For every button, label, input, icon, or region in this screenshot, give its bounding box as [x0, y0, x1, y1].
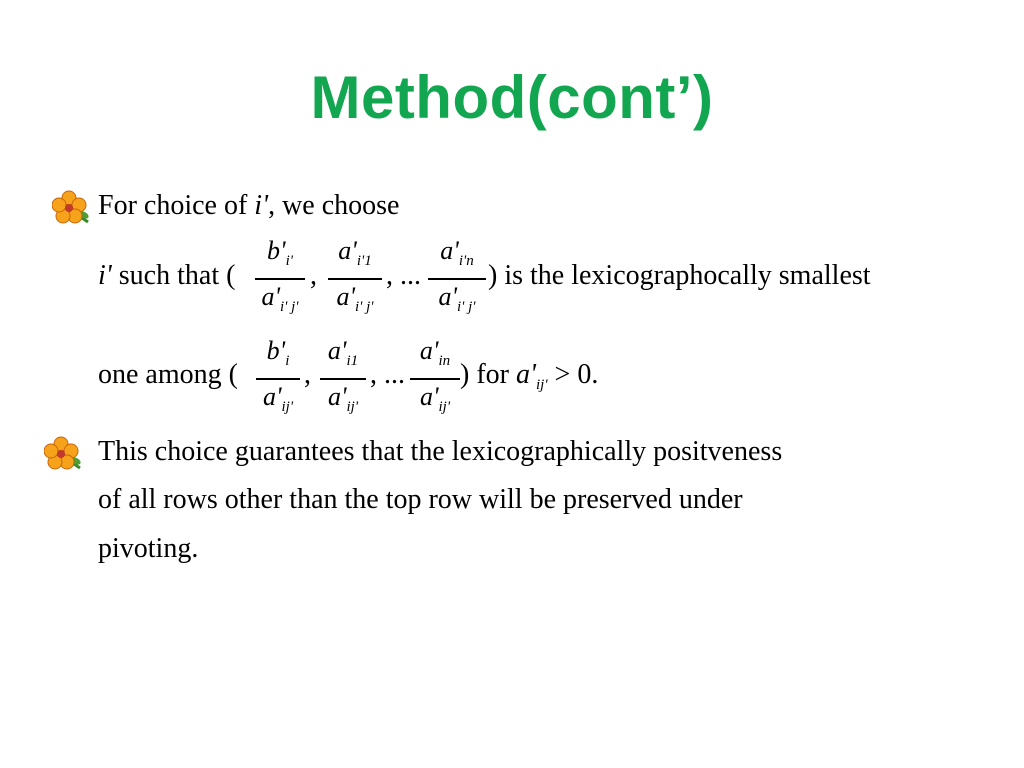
bullet2-line3: pivoting.: [98, 533, 199, 564]
text: > 0.: [547, 359, 599, 390]
fraction-bi-over-a: [256, 336, 300, 422]
subscript: i'1: [356, 253, 372, 269]
denominator: a': [262, 381, 282, 411]
subscript: in: [438, 353, 451, 369]
subscript: i' j': [280, 298, 299, 315]
numerator: b': [266, 336, 286, 365]
subscript: ij': [438, 398, 451, 415]
comma: ,: [310, 260, 317, 291]
flower-bullet-icon: [44, 436, 84, 472]
slide-title: Method(cont’): [310, 64, 714, 131]
flower-bullet-icon: [52, 190, 92, 226]
subscript: ij': [535, 377, 548, 393]
ellipsis: , ...: [386, 260, 421, 291]
numerator: a': [419, 336, 439, 365]
denominator: a': [419, 381, 439, 411]
subscript: i' j': [355, 298, 374, 315]
subscript: i': [285, 253, 293, 269]
var-i-prime: i': [98, 260, 112, 291]
bullet2-line1: This choice guarantees that the lexicographically positveness: [98, 436, 783, 467]
bullet1-line2-start: [98, 260, 235, 292]
bullet1-line1: [98, 190, 399, 222]
subscript: ij': [281, 398, 294, 415]
denominator: a': [336, 281, 356, 311]
numerator: b': [267, 236, 286, 265]
bullet1-line2-end: ) is the lexicographocally smallest: [488, 260, 871, 291]
text: such that (: [111, 260, 236, 291]
fraction-an-over-a: [428, 236, 486, 322]
comma: ,: [304, 359, 311, 390]
denominator: a': [438, 281, 458, 311]
fraction-a1-over-a: [328, 236, 382, 322]
fraction-ai1-over-a: [320, 336, 366, 422]
bullet1-line3-start: one among (: [98, 359, 238, 390]
var-a-prime: a': [515, 359, 536, 390]
denominator: a': [261, 281, 281, 311]
numerator: a': [440, 236, 459, 265]
subscript: i: [285, 353, 290, 369]
subscript: i'n: [458, 253, 474, 269]
subscript: i1: [346, 353, 359, 369]
text: , we choose: [268, 190, 400, 221]
subscript: ij': [346, 398, 359, 415]
text: For choice of: [98, 190, 255, 221]
fraction-ain-over-a: [410, 336, 460, 422]
text: ) for: [460, 359, 516, 390]
fraction-b-over-a: [255, 236, 305, 322]
subscript: i' j': [457, 298, 476, 315]
var-i-prime: i': [254, 190, 269, 221]
bullet2-line2: of all rows other than the top row will be preserved under: [98, 484, 743, 515]
numerator: a': [327, 336, 347, 365]
ellipsis: , ...: [370, 359, 405, 390]
denominator: a': [327, 381, 347, 411]
numerator: a': [338, 236, 357, 265]
bullet1-line3-end: [460, 359, 598, 401]
